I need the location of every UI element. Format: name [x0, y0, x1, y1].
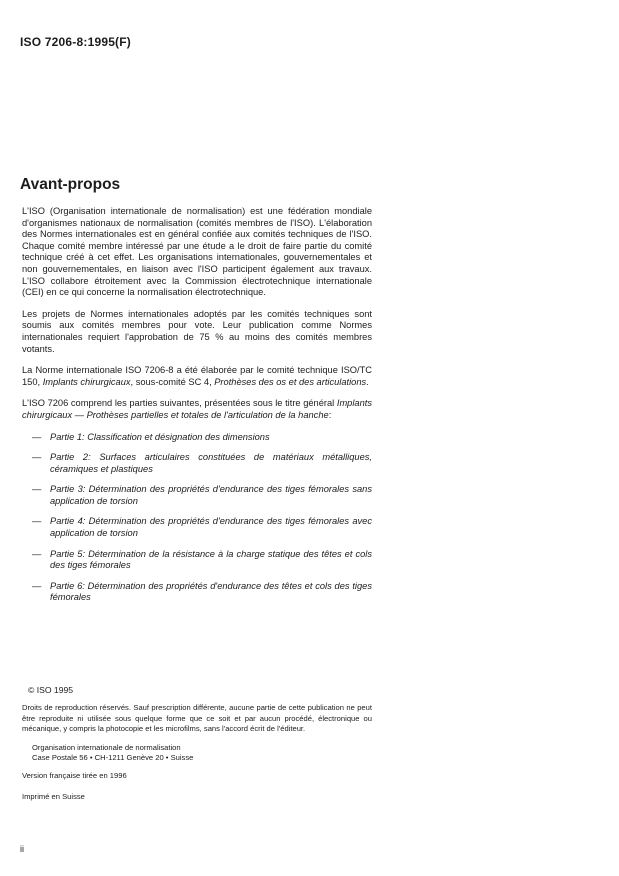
- copyright-notice: © ISO 1995: [28, 685, 74, 695]
- publisher-address: [32, 743, 372, 764]
- document-id: ISO 7206-8:1995(F): [20, 35, 131, 49]
- version-line: Version française tirée en 1996: [22, 771, 127, 781]
- committee-text-2: , sous-comité SC 4,: [130, 376, 215, 387]
- committee-text: La Norme internationale ISO 7206-8 a été élaborée par le comité technique ISO/TC 150,: [22, 365, 372, 387]
- paragraph-parts-intro: [22, 398, 372, 421]
- paragraph-voting: Les projets de Normes internationales adoptés par les comités techniques sont soumis aux comités membres pour vote. Leur publication comme Normes internationales requiert l'approbation de 75 % au moins des comités membres votants.: [22, 308, 372, 354]
- rights-statement: Droits de reproduction réservés. Sauf prescription différente, aucune partie de cette publication ne peut être reproduite ni utilisée sous quelque forme que ce soit et par aucun procédé, électronique ou mécanique, y compris la photocopie et les microfilms, sans l'accord écrit de l'éditeur.: [22, 703, 372, 734]
- part-title: Partie 1: Classification et désignation des dimensions: [50, 431, 270, 442]
- list-item: [22, 432, 372, 444]
- committee-end: .: [366, 376, 369, 387]
- copyright-block: [22, 685, 372, 812]
- paragraph-committee: [22, 365, 372, 388]
- body-text: [22, 206, 372, 613]
- parts-intro-end: :: [328, 409, 332, 420]
- list-item: [22, 516, 372, 539]
- part-title: Partie 4: Détermination des propriétés d'endurance des tiges fémorales avec application de torsion: [50, 516, 372, 539]
- dash-marker: —: [32, 516, 42, 527]
- list-item: [22, 484, 372, 507]
- paragraph-intro: L'ISO (Organisation internationale de normalisation) est une fédération mondiale d'organismes nationaux de normalisation (comités membres de l'ISO). L'élaboration des Normes internationales est en général confiée aux comités techniques de l'ISO. Chaque comité membre intéressé par une étude a le droit de faire partie du comité technique créé à cet effet. Les organisations internationales, gouvernementales et non gouvernementales, en liaison avec l'ISO participent également aux travaux. L'ISO collabore étroitement avec la Commission électrotechnique internationale (CEI) en ce qui concerne la normalisation électrotechnique.: [22, 206, 372, 298]
- dash-marker: —: [32, 484, 42, 495]
- part-title: Partie 2: Surfaces articulaires constituées de matériaux métalliques, céramiques et plastiques: [50, 452, 372, 474]
- organisation-name: Organisation internationale de normalisation: [32, 742, 181, 752]
- part-title: Partie 3: Détermination des propriétés d'endurance des tiges fémorales sans application de torsion: [50, 484, 372, 506]
- parts-intro-text: L'ISO 7206 comprend les parties suivantes, présentées sous le titre général: [22, 398, 337, 409]
- general-title: Implants chirurgicaux — Prothèses partielles et totales de l'articulation de la hanche: [22, 398, 372, 420]
- dash-marker: —: [32, 580, 42, 591]
- list-item: [22, 549, 372, 572]
- postal-address: Case Postale 56 • CH-1211 Genève 20 • Suisse: [32, 753, 194, 763]
- section-title: Avant-propos: [20, 176, 121, 193]
- part-title: Partie 5: Détermination de la résistance à la charge statique des têtes et cols des tiges fémorales: [50, 548, 372, 571]
- parts-list: [22, 432, 372, 605]
- dash-marker: —: [32, 431, 42, 442]
- list-item: [22, 581, 372, 604]
- subcommittee-name: Prothèses des os et des articulations: [214, 376, 367, 387]
- dash-marker: —: [32, 452, 42, 463]
- list-item: [22, 452, 372, 475]
- dash-marker: —: [32, 548, 42, 559]
- printed-line: Imprimé en Suisse: [22, 791, 85, 801]
- page-number: ii: [20, 844, 24, 854]
- committee-name: Implants chirurgicaux: [42, 376, 131, 387]
- part-title: Partie 6: Détermination des propriétés d'endurance des têtes et cols des tiges fémorales: [50, 580, 372, 603]
